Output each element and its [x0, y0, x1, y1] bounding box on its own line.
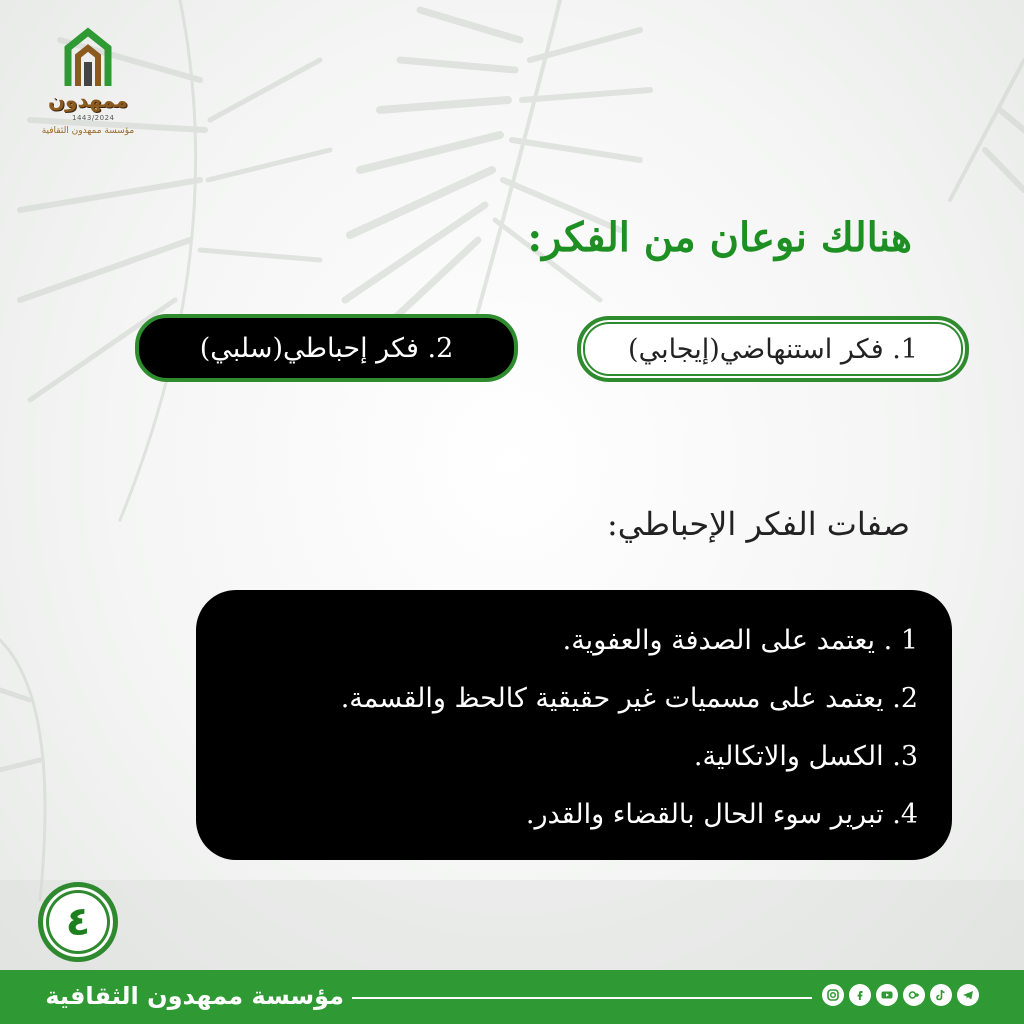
- positive-thought-pill: 1. فكر استنهاضي(إيجابي): [577, 316, 969, 382]
- page-heading: هنالك نوعان من الفكر:: [527, 214, 912, 261]
- social-icons: [822, 984, 979, 1006]
- logo-wordmark: ممهدون: [47, 88, 129, 112]
- page-number-badge: ٤: [38, 882, 118, 962]
- facebook-icon[interactable]: [849, 984, 871, 1006]
- list-item: 4. تبرير سوء الحال بالقضاء والقدر.: [525, 799, 918, 830]
- logo-subtitle: مؤسسة ممهدون الثقافية: [41, 126, 135, 136]
- tiktok-icon[interactable]: [930, 984, 952, 1006]
- organization-logo: [38, 26, 138, 150]
- list-item: 3. الكسل والاتكالية.: [693, 741, 918, 772]
- footer-bar: [0, 970, 1024, 1024]
- traits-list: [230, 612, 918, 844]
- logo-year: 1443/2024: [72, 114, 115, 122]
- footer-title: مؤسسة ممهدون الثقافية: [45, 982, 344, 1010]
- youtube-icon[interactable]: [876, 984, 898, 1006]
- list-item: 1 . يعتمد على الصدفة والعفوية.: [562, 625, 918, 656]
- traits-box: [196, 590, 952, 860]
- list-item: 2. يعتمد على مسميات غير حقيقية كالحظ والقسمة.: [340, 683, 918, 714]
- telegram-icon[interactable]: [957, 984, 979, 1006]
- instagram-icon[interactable]: [822, 984, 844, 1006]
- google-plus-icon[interactable]: [903, 984, 925, 1006]
- negative-thought-pill: 2. فكر إحباطي(سلبي): [135, 314, 518, 382]
- house-logo-icon: [38, 26, 138, 96]
- footer-divider: [352, 997, 812, 999]
- traits-title: صفات الفكر الإحباطي:: [607, 505, 910, 543]
